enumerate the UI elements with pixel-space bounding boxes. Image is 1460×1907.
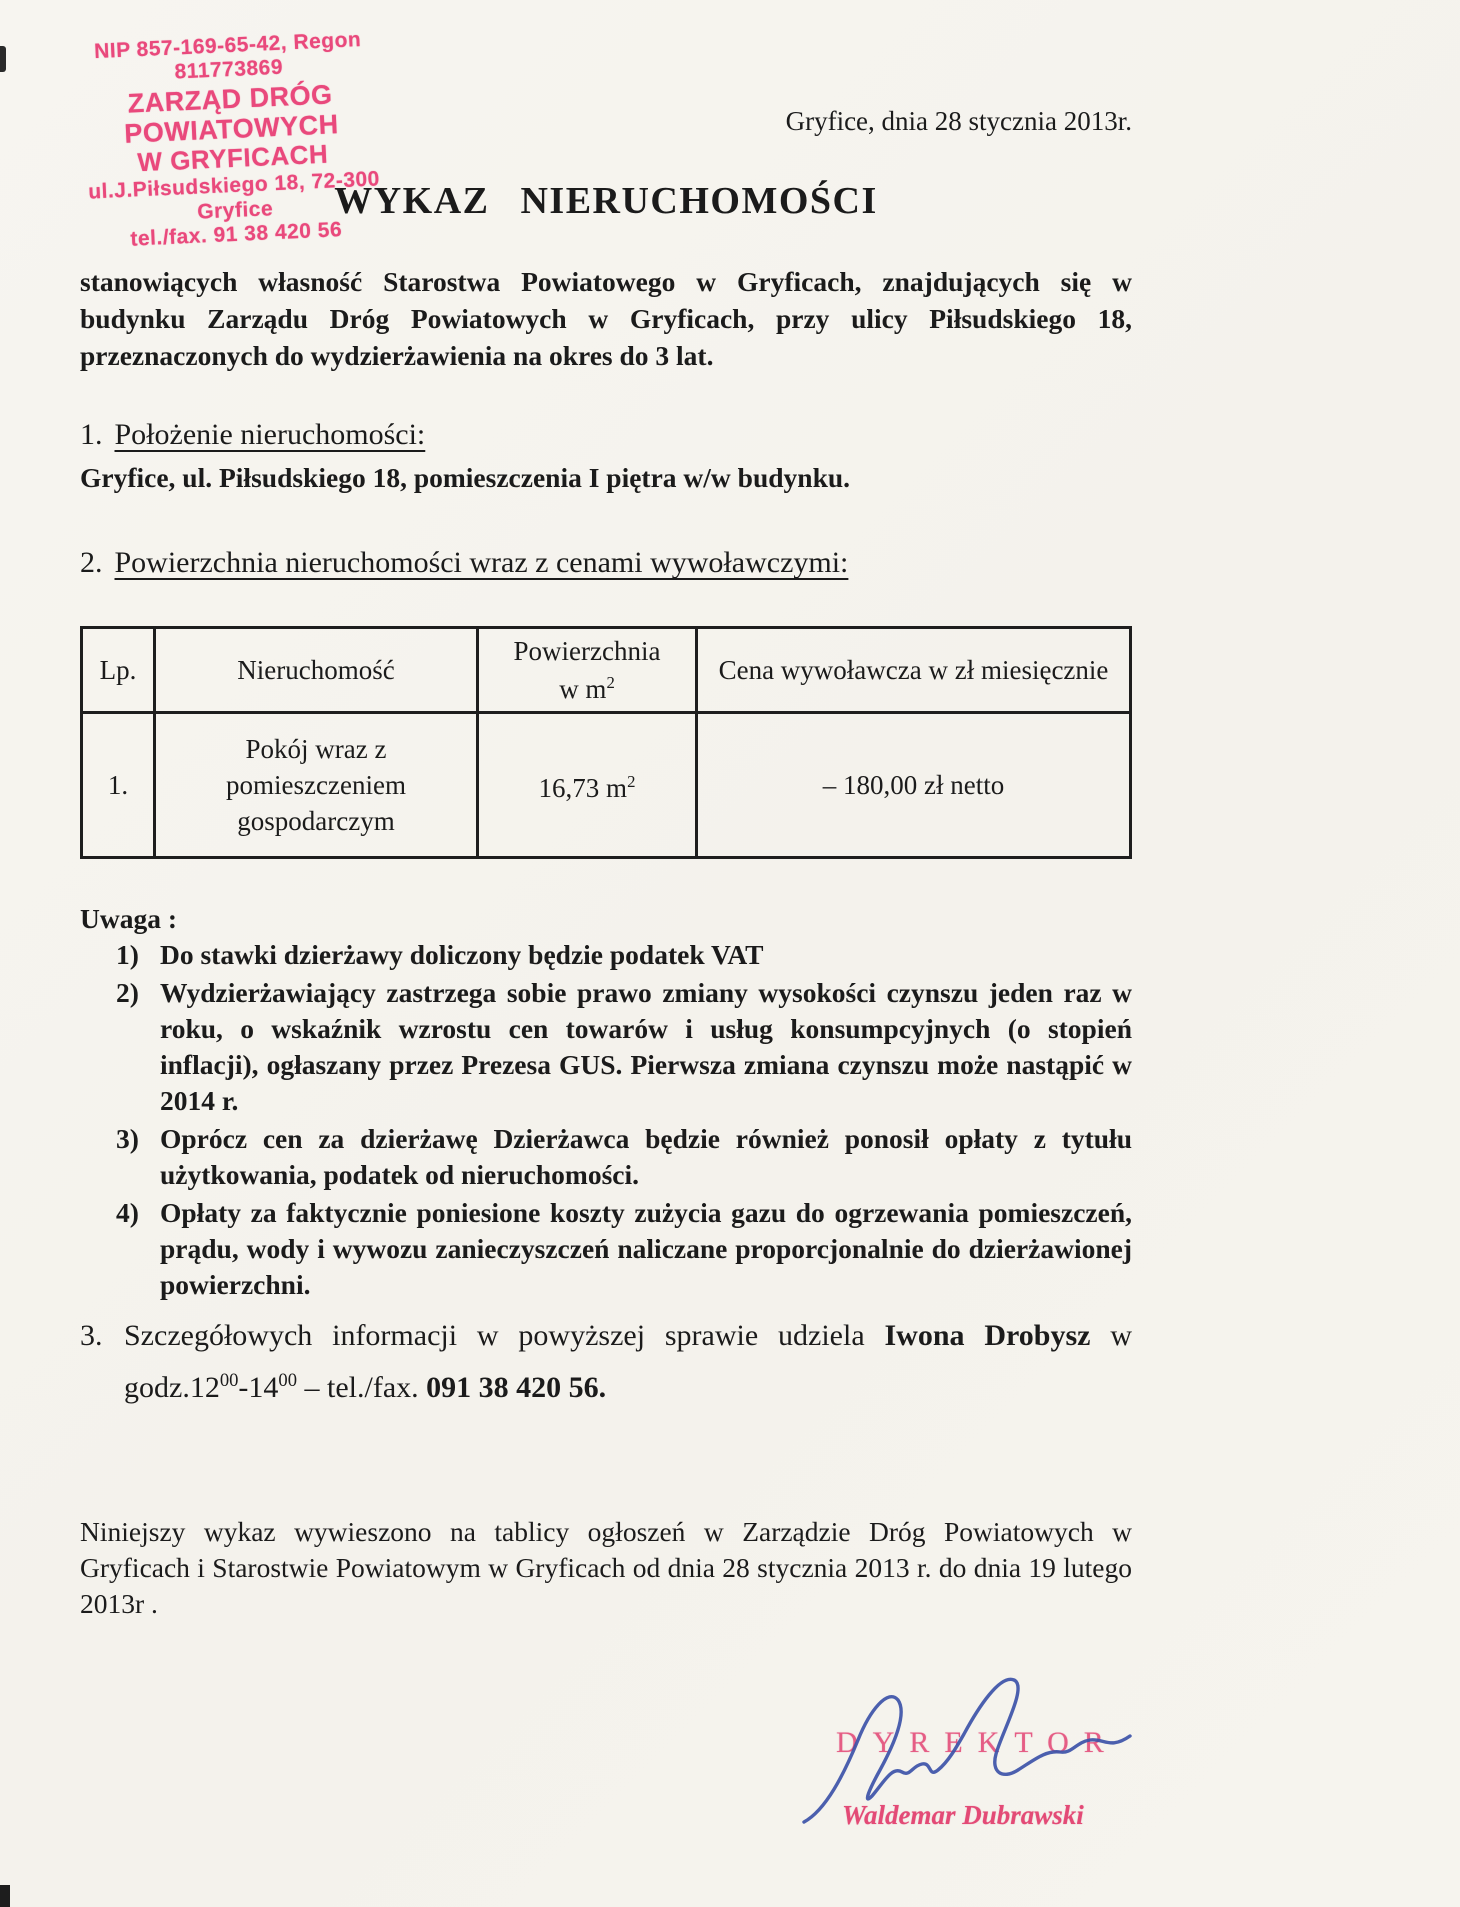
document-content bbox=[80, 0, 1132, 1622]
section1-title: Położenie nieruchomości: bbox=[114, 418, 426, 451]
item3-number: 3. bbox=[80, 1319, 103, 1352]
contact-info-item bbox=[80, 1313, 1132, 1410]
section2-title: Powierzchnia nieruchomości wraz z cenami wywoławczymi: bbox=[114, 546, 849, 579]
signature-block bbox=[806, 1688, 1146, 1878]
uwaga-item-2: 2) Wydzierżawiający zastrzega sobie prawo zmiany wysokości czynszu jeden raz w roku, o wskaźnik wzrostu cen towarów i usług konsumpcyjnych (o stopień inflacji), ogłaszany przez Prezesa GUS. Pierwsza zmiana czynszu może nastąpić w 2014 r. bbox=[116, 977, 1132, 1116]
col-header-area bbox=[478, 628, 697, 713]
page-title: WYKAZ NIERUCHOMOŚCI bbox=[334, 180, 878, 222]
uwaga-item-4: 4) Opłaty za faktycznie poniesione koszty zużycia gazu do ogrzewania pomieszczeń, prądu, wody i wywozu zanieczyszczeń naliczane proporcjonalnie do dzierżawionej powierzchni. bbox=[116, 1197, 1132, 1300]
stamp-nip-regon: NIP 857-169-65-42, Regon 811773869 bbox=[93, 28, 362, 84]
contact-phone: 091 38 420 56. bbox=[426, 1371, 607, 1404]
section1-heading bbox=[80, 418, 1132, 452]
stamp-street: ul.J.Piłsudskiego 18, 72-300 Gryfice bbox=[87, 167, 381, 224]
uwaga-item-3: 3) Oprócz cen za dzierżawę Dzierżawca będzie również ponosił opłaty z tytułu użytkowania, podatek od nieruchomości. bbox=[116, 1123, 1132, 1190]
property-table bbox=[80, 626, 1132, 859]
stamp-phone: tel./fax. 91 38 420 56 bbox=[129, 218, 343, 251]
stamp-org-city: W GRYFICACH bbox=[136, 138, 329, 178]
contact-person: Iwona Drobysz bbox=[884, 1319, 1091, 1352]
posting-notice: Niniejszy wykaz wywieszono na tablicy ogłoszeń w Zarządzie Dróg Powiatowych w Gryficach i Starostwie Powiatowym w Gryficach od dnia 28 stycznia 2013 r. do dnia 19 lutego 2013r . bbox=[80, 1516, 1132, 1619]
section2-heading bbox=[80, 546, 1132, 580]
uwaga-label: Uwaga : bbox=[80, 903, 178, 934]
area-header-line2: w $m^2$ bbox=[559, 673, 615, 704]
section2-number: 2. bbox=[80, 546, 103, 579]
cell-price: – 180,00 zł netto bbox=[697, 713, 1131, 858]
scan-artifact bbox=[0, 46, 6, 72]
col-header-property: Nieruchomość bbox=[155, 628, 478, 713]
cell-area: 16,73 $m^2$ bbox=[478, 713, 697, 858]
stamp-org-name: ZARZĄD DRÓG POWIATOWYCH bbox=[123, 79, 340, 149]
cell-property: Pokój wraz z pomieszczeniem gospodarczym bbox=[155, 713, 478, 858]
cell-lp: 1. bbox=[82, 713, 155, 858]
table-row bbox=[82, 713, 1131, 858]
signer-name: Waldemar Dubrawski bbox=[842, 1800, 1084, 1830]
col-header-price: Cena wywoławcza w zł miesięcznie bbox=[697, 628, 1131, 713]
col-header-lp: Lp. bbox=[82, 628, 155, 713]
section1-body: Gryfice, ul. Piłsudskiego 18, pomieszczenia I piętra w/w budynku. bbox=[80, 462, 851, 493]
table-header-row bbox=[82, 628, 1131, 713]
area-header-line1: Powierzchnia bbox=[513, 636, 661, 666]
intro-paragraph: stanowiących własność Starostwa Powiatowego w Gryficach, znajdujących się w budynku Zarządu Dróg Powiatowych w Gryficach, przy ulicy Piłsudskiego 18, przeznaczonych do wydzierżawienia na okres do 3 lat. bbox=[80, 266, 1132, 371]
dateline: Gryfice, dnia 28 stycznia 2013r. bbox=[785, 106, 1132, 136]
director-title-stamp: DYREKTOR bbox=[836, 1726, 1119, 1759]
uwaga-item-1: 1) Do stawki dzierżawy doliczony będzie podatek VAT bbox=[116, 939, 764, 970]
section1-number: 1. bbox=[80, 418, 103, 451]
scan-artifact bbox=[0, 1885, 10, 1907]
item3-text: Szczegółowych informacji w powyższej sprawie udziela Iwona Drobysz w $godz.12^{00}-14^{00} - tel./fax$. 091 38 420 56. bbox=[124, 1319, 1132, 1404]
